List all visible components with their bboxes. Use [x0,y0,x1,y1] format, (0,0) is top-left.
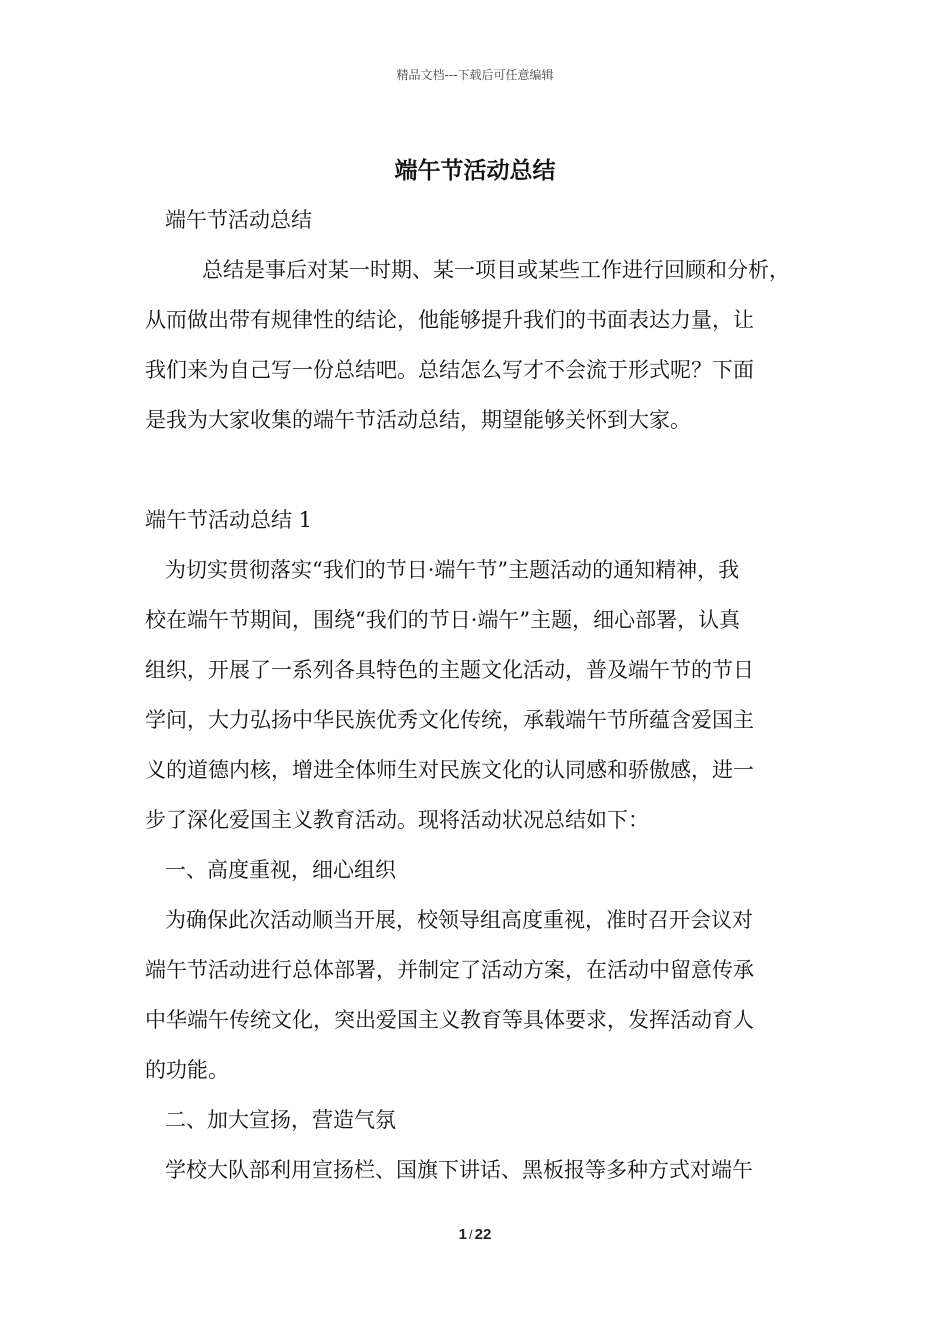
paragraph-line: 为切实贯彻落实“我们的节日·端午节”主题活动的通知精神，我 [165,558,740,582]
paragraph-line: 步了深化爱国主义教育活动。现将活动状况总结如下： [145,808,649,832]
page-current: 1 [458,1226,468,1243]
paragraph-line: 为确保此次活动顺当开展，校领导组高度重视，准时召开会议对 [165,908,753,932]
paragraph-line: 校在端午节期间，围绕“我们的节日·端午”主题，细心部署，认真 [145,608,741,632]
document-subtitle-block [145,195,815,245]
paragraph-line: 学校大队部利用宣扬栏、国旗下讲话、黑板报等多种方式对端午 [165,1158,753,1182]
page-separator: / [469,1227,473,1242]
page-total: 22 [474,1226,492,1243]
point-heading: 一、高度重视，细心组织 [165,858,396,882]
section-1 [145,495,815,1195]
paragraph-line: 义的道德内核，增进全体师生对民族文化的认同感和骄傲感，进一 [145,758,754,782]
point-heading: 二、加大宣扬，营造气氛 [165,1108,396,1132]
paragraph-line: 学问，大力弘扬中华民族优秀文化传统，承载端午节所蕴含爱国主 [145,708,754,732]
paragraph-line: 总结是事后对某一时期、某一项目或某些工作进行回顾和分析， [202,258,790,282]
paragraph-line: 组织，开展了一系列各具特色的主题文化活动，普及端午节的节日 [145,658,754,682]
paragraph-line: 端午节活动进行总体部署，并制定了活动方案，在活动中留意传承 [145,958,754,982]
document-subtitle: 端午节活动总结 [165,208,312,232]
section-heading: 端午节活动总结 1 [145,508,313,532]
paragraph-line: 从而做出带有规律性的结论，他能够提升我们的书面表达力量，让 [145,308,754,332]
document-title: 端午节活动总结 [394,157,556,184]
paragraph-line: 的功能。 [145,1058,229,1082]
page-number [0,1226,950,1243]
paragraph-line: 我们来为自己写一份总结吧。总结怎么写才不会流于形式呢？下面 [145,358,754,382]
page-header: 精品文档---下载后可任意编辑 [396,68,554,82]
intro-paragraph [145,245,815,445]
paragraph-line: 是我为大家收集的端午节活动总结，期望能够关怀到大家。 [145,408,691,432]
paragraph-line: 中华端午传统文化，突出爱国主义教育等具体要求，发挥活动育人 [145,1008,754,1032]
